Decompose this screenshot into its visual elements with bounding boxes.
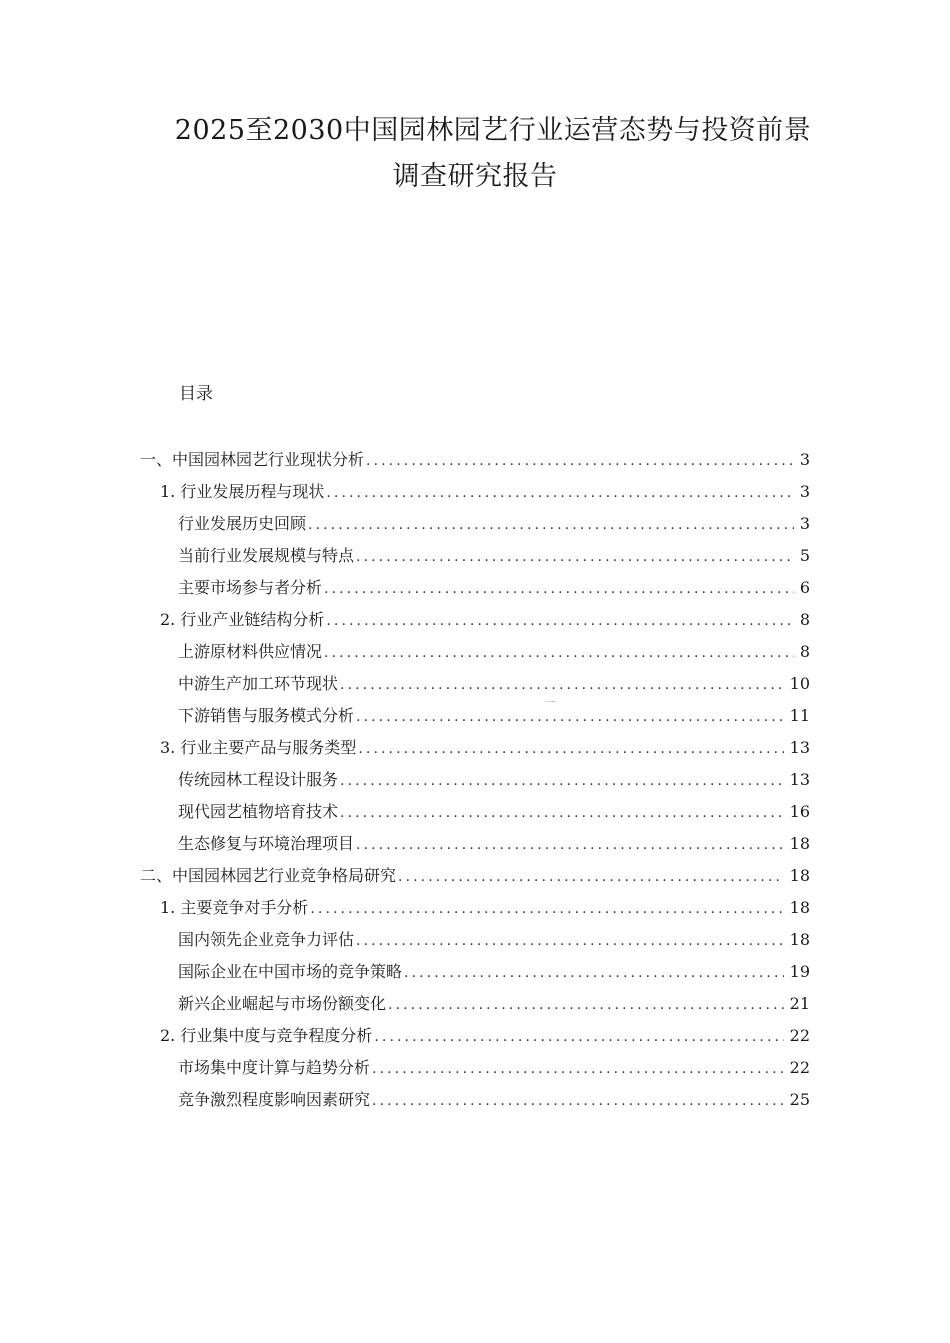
toc-page-number: 11 — [789, 706, 810, 725]
toc-entry-text: 国际企业在中国市场的竞争策略 — [178, 962, 403, 981]
toc-entry-text: 1. 主要竞争对手分析 — [160, 898, 309, 917]
toc-dot-leader — [356, 829, 784, 861]
toc-dot-leader — [404, 957, 784, 989]
toc-entry[interactable] — [140, 508, 810, 540]
toc-entry-text: 新兴企业崛起与市场份额变化 — [178, 994, 387, 1013]
toc-page-number: 21 — [789, 994, 810, 1013]
toc-entry[interactable] — [140, 604, 810, 636]
toc-entry-text: 上游原材料供应情况 — [178, 642, 323, 661]
toc-entry[interactable] — [140, 476, 810, 508]
toc-dot-leader — [324, 637, 794, 669]
toc-entry[interactable] — [140, 572, 810, 604]
toc-entry[interactable] — [140, 668, 810, 700]
toc-entry-text: 主要市场参与者分析 — [178, 578, 323, 597]
toc-entry[interactable] — [140, 796, 810, 828]
toc-page-number: 3 — [799, 514, 810, 533]
toc-entry-text: 3. 行业主要产品与服务类型 — [160, 738, 357, 757]
toc-page-number: 18 — [789, 834, 810, 853]
toc-dot-leader — [308, 509, 794, 541]
toc-dot-leader — [372, 1053, 784, 1085]
toc-entry[interactable] — [140, 1020, 810, 1052]
toc-entry-text: 中游生产加工环节现状 — [178, 674, 339, 693]
toc-entry-text: 2. 行业集中度与竞争程度分析 — [160, 1026, 373, 1045]
toc-page-number: 13 — [789, 770, 810, 789]
toc-dot-leader — [340, 797, 784, 829]
toc-entry[interactable] — [140, 444, 810, 476]
toc-page-number: 6 — [799, 578, 810, 597]
toc-entry[interactable] — [140, 892, 810, 924]
toc-page-number: 22 — [789, 1026, 810, 1045]
toc-entry-text: 行业发展历史回顾 — [178, 514, 307, 533]
toc-entry[interactable] — [140, 1084, 810, 1116]
table-of-contents — [140, 444, 810, 1116]
toc-entry-text: 国内领先企业竞争力评估 — [178, 930, 355, 949]
toc-dot-leader — [356, 701, 784, 733]
toc-page-number: 18 — [789, 866, 810, 885]
toc-page-number: 5 — [799, 546, 810, 565]
toc-entry[interactable] — [140, 860, 810, 892]
toc-dot-leader — [356, 925, 784, 957]
title-line-2: 调查研究报告 — [392, 161, 558, 192]
toc-dot-leader — [388, 989, 784, 1021]
toc-entry[interactable] — [140, 956, 810, 988]
toc-page-number: 18 — [789, 930, 810, 949]
toc-page-number: 3 — [799, 482, 810, 501]
toc-dot-leader — [358, 733, 783, 765]
document-title — [0, 108, 950, 200]
toc-entry-text: 当前行业发展规模与特点 — [178, 546, 355, 565]
toc-entry-text: 二、中国园林园艺行业竞争格局研究 — [140, 866, 397, 885]
toc-dot-leader — [356, 541, 794, 573]
toc-dot-leader — [398, 861, 784, 893]
toc-entry[interactable] — [140, 988, 810, 1020]
toc-dot-leader — [374, 1021, 783, 1053]
toc-page-number: 8 — [799, 642, 810, 661]
page-mark: 一 — [545, 698, 555, 709]
toc-page-number: 13 — [789, 738, 810, 757]
toc-heading: 目录 — [179, 384, 213, 404]
toc-dot-leader — [324, 573, 794, 605]
title-line-1: 2025至2030中国园林园艺行业运营态势与投资前景 — [174, 115, 812, 146]
toc-entry-text: 现代园艺植物培育技术 — [178, 802, 339, 821]
toc-entry-text: 一、中国园林园艺行业现状分析 — [140, 450, 365, 469]
toc-entry[interactable] — [140, 764, 810, 796]
toc-entry-text: 市场集中度计算与趋势分析 — [178, 1058, 371, 1077]
toc-page-number: 25 — [789, 1090, 810, 1109]
toc-entry[interactable] — [140, 540, 810, 572]
toc-page-number: 16 — [789, 802, 810, 821]
toc-dot-leader — [366, 445, 794, 477]
toc-page-number: 8 — [799, 610, 810, 629]
toc-dot-leader — [310, 893, 783, 925]
toc-dot-leader — [340, 669, 784, 701]
toc-page-number: 10 — [789, 674, 810, 693]
toc-entry-text: 竞争激烈程度影响因素研究 — [178, 1090, 371, 1109]
toc-entry-text: 1. 行业发展历程与现状 — [160, 482, 325, 501]
toc-dot-leader — [372, 1085, 784, 1117]
toc-page-number: 22 — [789, 1058, 810, 1077]
toc-page-number: 18 — [789, 898, 810, 917]
toc-entry-text: 生态修复与环境治理项目 — [178, 834, 355, 853]
toc-page-number: 3 — [799, 450, 810, 469]
toc-entry[interactable] — [140, 924, 810, 956]
toc-entry[interactable] — [140, 700, 810, 732]
toc-entry-text: 2. 行业产业链结构分析 — [160, 610, 325, 629]
toc-entry-text: 传统园林工程设计服务 — [178, 770, 339, 789]
toc-entry[interactable] — [140, 828, 810, 860]
toc-dot-leader — [340, 765, 784, 797]
toc-entry[interactable] — [140, 636, 810, 668]
toc-entry[interactable] — [140, 1052, 810, 1084]
toc-dot-leader — [326, 477, 793, 509]
toc-entry[interactable] — [140, 732, 810, 764]
toc-entry-text: 下游销售与服务模式分析 — [178, 706, 355, 725]
toc-dot-leader — [326, 605, 793, 637]
toc-page-number: 19 — [789, 962, 810, 981]
